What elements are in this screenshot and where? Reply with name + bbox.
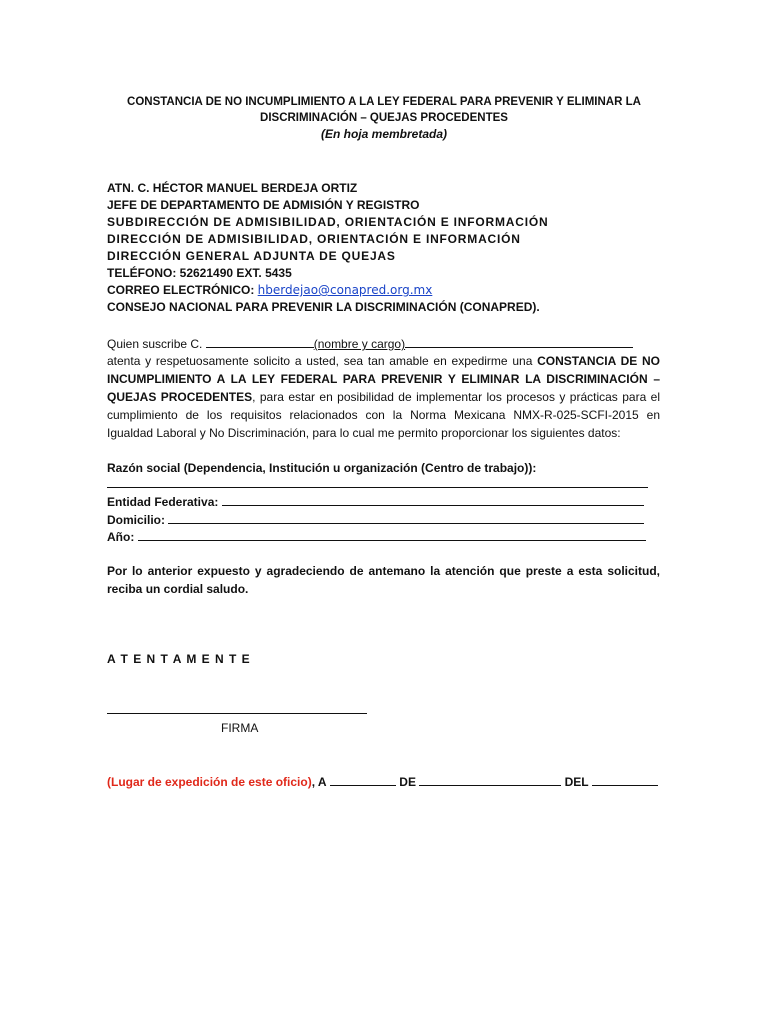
nombre-blank[interactable] xyxy=(206,336,314,348)
addressee-atn: ATN. C. HÉCTOR MANUEL BERDEJA ORTIZ xyxy=(107,181,358,195)
mes-blank[interactable] xyxy=(419,774,561,786)
addressee-correo xyxy=(107,282,432,299)
quien-suscribe-line xyxy=(107,335,633,353)
anio-line xyxy=(107,528,646,546)
razon-social-field[interactable] xyxy=(107,475,648,493)
addressee-direccion-general: DIRECCIÓN GENERAL ADJUNTA DE QUEJAS xyxy=(107,249,396,263)
nombre-cargo-label: (nombre y cargo) xyxy=(313,337,406,351)
razon-social-label: Razón social (Dependencia, Institución u organización (Centro de trabajo)): xyxy=(107,461,537,475)
request-text-c: , para estar en posibilidad de implementar los procesos y prácticas para el cumplimiento de los requisitos relacionados con la Norma Mexicana NMX-R-025-SCFI-2015 en Igualdad Laboral y No Discriminación, para lo cual me permito proporcionar los siguientes datos: xyxy=(107,390,661,440)
title-line-2: DISCRIMINACIÓN – QUEJAS PROCEDENTES xyxy=(260,112,508,124)
cargo-blank[interactable] xyxy=(405,336,633,348)
addressee-jefe: JEFE DE DEPARTAMENTO DE ADMISIÓN Y REGISTRO xyxy=(107,198,420,212)
request-text-a: atenta y respetuosamente solicito a usted, sea tan amable en expedirme una xyxy=(107,354,538,368)
quien-suscribe-label: Quien suscribe C. xyxy=(107,337,203,351)
title-subtitle: (En hoja membretada) xyxy=(320,127,448,141)
razon-social-blank[interactable] xyxy=(107,476,648,488)
signature-line[interactable] xyxy=(107,713,367,714)
dia-blank[interactable] xyxy=(330,774,396,786)
atentamente-label: A T E N T A M E N T E xyxy=(107,652,251,666)
footer-de: DE xyxy=(399,775,416,789)
anio-label: Año: xyxy=(107,530,135,544)
request-paragraph xyxy=(107,352,660,442)
addressee-direccion: DIRECCIÓN DE ADMISIBILIDAD, ORIENTACIÓN E INFORMACIÓN xyxy=(107,232,521,246)
correo-label: CORREO ELECTRÓNICO: xyxy=(107,283,258,297)
footer-a: , A xyxy=(311,775,327,789)
lugar-expedicion: (Lugar de expedición de este oficio) xyxy=(107,775,312,789)
entidad-line xyxy=(107,493,644,511)
entidad-label: Entidad Federativa: xyxy=(107,495,219,509)
document-title xyxy=(100,94,668,142)
title-line-1: CONSTANCIA DE NO INCUMPLIMIENTO A LA LEY FEDERAL PARA PREVENIR Y ELIMINAR LA xyxy=(127,96,641,108)
domicilio-line xyxy=(107,511,644,529)
entidad-blank[interactable] xyxy=(222,494,644,506)
anio-blank[interactable] xyxy=(138,529,646,541)
footer-del: DEL xyxy=(564,775,589,789)
addressee-telefono: TELÉFONO: 52621490 EXT. 5435 xyxy=(107,266,292,280)
addressee-subdireccion: SUBDIRECCIÓN DE ADMISIBILIDAD, ORIENTACIÓN E INFORMACIÓN xyxy=(107,215,549,229)
footer-line xyxy=(107,773,658,791)
closing-paragraph: Por lo anterior expuesto y agradeciendo de antemano la atención que preste a esta solicitud, reciba un cordial saludo. xyxy=(107,564,660,596)
firma-label: FIRMA xyxy=(221,721,259,735)
addressee-consejo: CONSEJO NACIONAL PARA PREVENIR LA DISCRIMINACIÓN (CONAPRED). xyxy=(107,300,540,314)
domicilio-label: Domicilio: xyxy=(107,513,166,527)
domicilio-blank[interactable] xyxy=(168,512,644,524)
request-constancia: CONSTANCIA DE NO INCUMPLIMIENTO A LA LEY FEDERAL PARA PREVENIR Y ELIMINAR LA DISCRIMINACIÓN – QUEJAS PROCEDENTES xyxy=(107,354,661,404)
email-link[interactable]: hberdejao@conapred.org.mx xyxy=(257,283,433,297)
anio-footer-blank[interactable] xyxy=(592,774,658,786)
